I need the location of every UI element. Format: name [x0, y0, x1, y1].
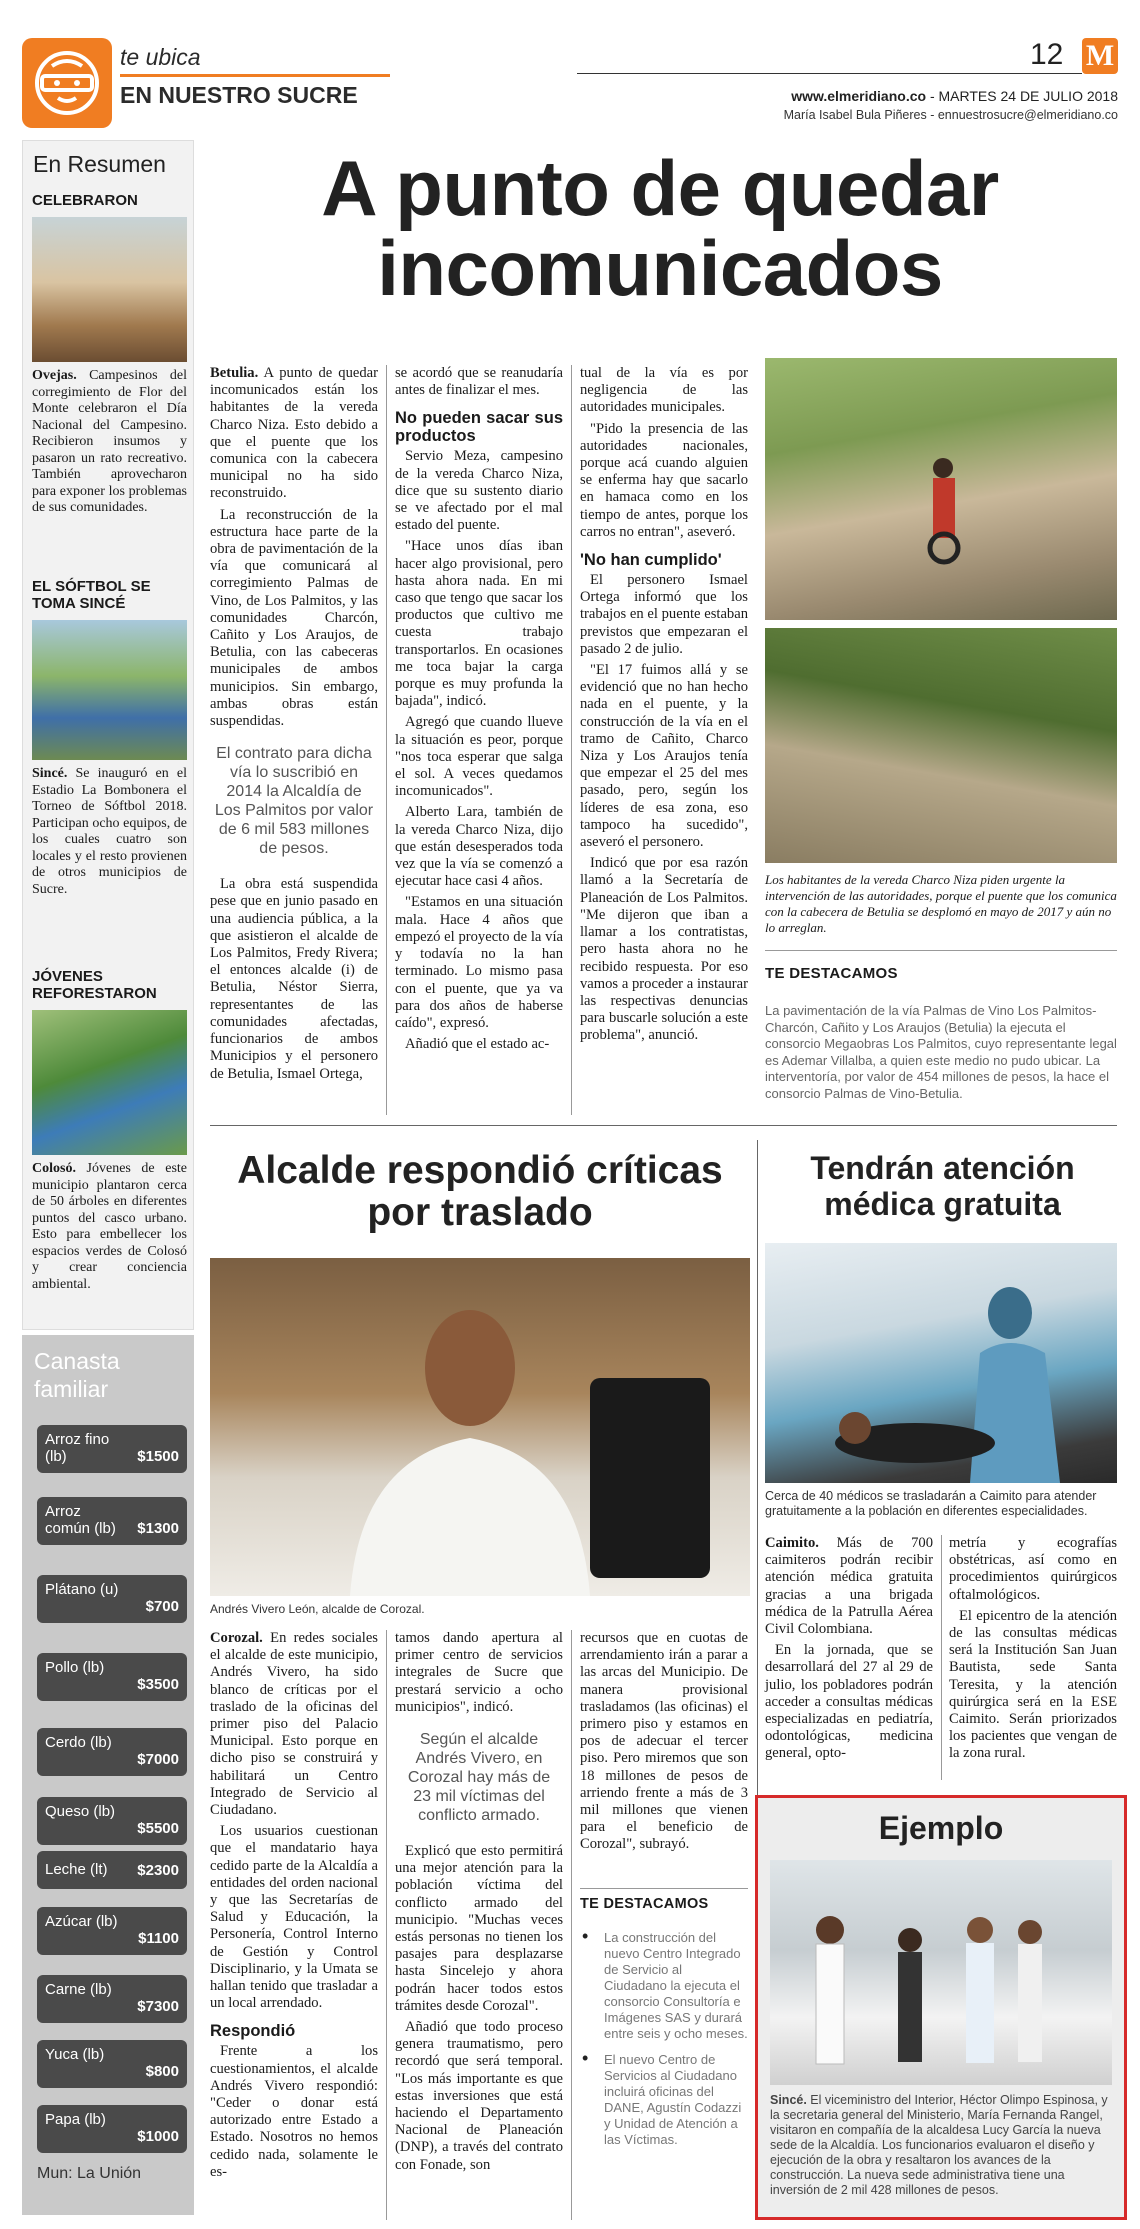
- resumen-item-2: [32, 578, 187, 898]
- canasta-title: Canasta familiar: [34, 1348, 120, 1402]
- ejemplo-place: Sincé.: [770, 2093, 807, 2107]
- medica-col-2: [949, 1535, 1117, 1767]
- main-para: "Estamos en una situación mala. Hace 4 años que empezó el proyecto de la vía y todavía no la han terminado. Lo mismo pasa con el puente, que ya va para dos años de haberse caído", expresó.: [395, 894, 563, 1031]
- bridge-photo-caption: Los habitantes de la vereda Charco Niza piden urgente la intervención de las autoridades, porque el puente que los comunica con la cabecera de Betulia se desplomó en mayo de 2017 y aún no lo arreglan.: [765, 872, 1117, 935]
- price-row: [37, 1728, 187, 1776]
- resumen-place-2: Sincé.: [32, 766, 68, 781]
- main-para: se acordó que se reanudaría antes de finalizar el mes.: [395, 365, 563, 399]
- main-para: El personero Ismael Ortega informó que los trabajos en el puente estaban previstos que empezaran el pasado 2 de julio.: [580, 572, 748, 657]
- price-value: $7300: [137, 1998, 179, 2015]
- price-row: [37, 1425, 187, 1473]
- main-para: La obra está suspendida pese que en junio pasado en una audiencia pública, a la que asistieron el alcalde de Los Palmitos, Fredy Rivera; el entonces alcalde (i) de Betulia, Néstor Sierra, representantes de las comunidades afectadas, funcionarios de ambos Municipios y el personero de Betulia, Ismael Ortega,: [210, 876, 378, 1082]
- resumen-head-1: CELEBRARON: [32, 192, 138, 209]
- price-row: [37, 1797, 187, 1845]
- alcalde-headline: Alcalde respondió críticas por traslado: [237, 1149, 723, 1234]
- alcalde-pull-quote: Según el alcalde Andrés Vivero, en Corozal hay más de 23 mil víctimas del conflicto armado.: [407, 1731, 551, 1825]
- main-lead-text: A punto de quedar incomunicados están los habitantes de la vereda Charco Niza. Esto debido a que el puente que los comunica con la cabecera municipal no ha sido reconstruido.: [210, 365, 378, 502]
- alcalde-para: Añadió que todo proceso genera traumatismo, pero recordó que será temporal. "Los más importante es que estas inversiones que está haciendo el Departamento Nacional de Planeación (DNP), a través del contrato con Fonade, son: [395, 2019, 563, 2173]
- ejemplo-photo: [770, 1860, 1112, 2085]
- main-subhead-2: 'No han cumplido': [580, 551, 722, 570]
- alcalde-col-3: [580, 1630, 748, 1858]
- resumen-body-1: Campesinos del corregimiento de Flor del Monte celebraron el Día Nacional del Campesino. Recibieron insumos y pasaron un rato recreativo. También aprovecharon para exponer los problemas de sus comunidades.: [32, 368, 187, 515]
- section-badge: [22, 38, 112, 128]
- main-col-1: [210, 365, 378, 1087]
- medica-headline: Tendrán atención médica gratuita: [810, 1150, 1075, 1222]
- ejemplo-body: El viceministro del Interior, Héctor Olimpo Espinosa, y la secretaria general del Ministerio, María Fernanda Rangel, visitaron en compañía de la alcaldesa Lucy García la nueva sede de la Alcaldía. Los funcionarios evaluaron el diseño y ejecución de la obra y resaltaron los avances de la construcción. La nueva sede administrativa tiene una inversión de 2 mil 428 millones de pesos.: [770, 2093, 1108, 2197]
- main-lead-place: Betulia.: [210, 365, 259, 381]
- resumen-photo-1: [32, 217, 187, 362]
- mayor-photo: [210, 1258, 750, 1596]
- medica-para: El epicentro de la atención de las consultas médicas será la Institución San Juan Bautista, sede Santa Teresita, y la atención quirúrgica será en la ESE Caimito. Serán priorizados los pacientes que vengan de la zona rural.: [949, 1607, 1117, 1762]
- bridge-photo-2: [765, 628, 1117, 863]
- destacamos-bullet: • La construcción del nuevo Centro Integrado de Servicio al Ciudadano la ejecuta el consorcio Consultoría e Imágenes SAS y durará entre seis y ocho meses.: [580, 1930, 748, 2042]
- column-rule: [571, 365, 572, 1115]
- main-subhead-1: No pueden sacar sus productos: [395, 409, 563, 446]
- resumen-text-3: [32, 1161, 187, 1293]
- main-col-2: [395, 365, 563, 1057]
- main-pull-quote: El contrato para dicha vía lo suscribió en 2014 la Alcaldía de Los Palmitos por valor de 6 mil 583 millones de pesos.: [214, 745, 374, 858]
- price-value: $1500: [137, 1448, 179, 1465]
- medica-place: Caimito.: [765, 1535, 819, 1551]
- alcalde-para: Los usuarios cuestionan que el mandatario haya cedido parte de la Alcaldía a entidades del orden nacional y que las Secretarías de Salud y Educación, la Personería, Control Interno de Gestión y Control Disciplinario, y la Umata se hallan tenido que trasladar a un local arrendado.: [210, 1823, 378, 2012]
- medica-para: metría y ecografías obstétricas, así como en procedimientos quirúrgicos oftalmológicos.: [949, 1535, 1117, 1603]
- price-label: Papa (lb): [45, 2111, 106, 2128]
- price-label: Arroz fino (lb): [45, 1431, 110, 1465]
- mayor-photo-caption: Andrés Vivero León, alcalde de Corozal.: [210, 1602, 425, 1616]
- price-label: Arroz común (lb): [45, 1503, 116, 1537]
- column-rule: [386, 365, 387, 1115]
- price-row: [37, 1497, 187, 1545]
- medica-lead-text: Más de 700 caimiteros podrán recibir atención médica gratuita gracias a una brigada médica de la Patrulla Aérea Civil Colombiana.: [765, 1535, 933, 1638]
- medical-photo-caption: Cerca de 40 médicos se trasladarán a Caimito para atender gratuitamente a la población en diferentes especialidades.: [765, 1489, 1097, 1518]
- column-rule: [571, 1630, 572, 2220]
- ejemplo-box: [755, 1795, 1127, 2220]
- location-face-icon: [22, 38, 112, 128]
- alcalde-para: recursos que en cuotas de arrendamiento irán a parar a las arcas del Municipio. De manera provisional trasladamos (las oficinas) el primero piso y estamos en pos de adecuar el tercer piso. Pero miremos que son 18 millones de pesos de arriendo frente a más de 3 mil millones que vienen para el beneficio de Corozal", subrayó.: [580, 1630, 748, 1853]
- motorcycle-icon: [765, 358, 1117, 620]
- price-value: $1300: [137, 1520, 179, 1537]
- main-para: Agregó que cuando llueve la situación es peor, porque "nos toca esperar que salga el sol. A veces quedamos incomunicados".: [395, 714, 563, 800]
- alcalde-col-1: [210, 1630, 378, 2185]
- resumen-head-3: JÓVENES REFORESTARON: [32, 968, 157, 1002]
- alcalde-lead-text: En redes sociales el alcalde de este municipio, Andrés Vivero, ha sido blanco de críticas por el traslado de la oficinas del primer piso del Palacio Municipal. Esto porque en dicho piso se construirá y habilitará un Centro Integrado de Servicio al Ciudadano.: [210, 1630, 378, 1819]
- resumen-text-2: [32, 766, 187, 898]
- price-label: Leche (lt): [45, 1861, 108, 1878]
- logo-letter: M: [1085, 39, 1115, 72]
- alcalde-subhead: Respondió: [210, 2022, 296, 2041]
- main-para: tual de la vía es por negligencia de las autoridades municipales.: [580, 365, 748, 416]
- resumen-item-1: [32, 192, 187, 517]
- price-value: $5500: [137, 1820, 179, 1837]
- page-number: 12: [1030, 38, 1064, 71]
- bridge-photo-1: [765, 358, 1117, 620]
- section-label-bottom: EN NUESTRO SUCRE: [120, 82, 358, 108]
- resumen-text-1: [32, 368, 187, 517]
- resumen-body-2: Se inauguró en el Estadio La Bombonera el Torneo de Sóftbol 2018. Participan ocho equipos, de los cuales cuatro son locales y el resto provienen de otros municipios de Sucre.: [32, 766, 187, 897]
- canasta-municipality: Mun: La Unión: [37, 2165, 142, 2182]
- section-underline: [120, 74, 390, 77]
- price-row: [37, 1653, 187, 1701]
- main-para: Servio Meza, campesino de la vereda Charco Niza, dice que su sustento diario se ve afectado por el mal estado del puente.: [395, 448, 563, 534]
- price-label: Pollo (lb): [45, 1659, 105, 1676]
- main-para: Alberto Lara, también de la vereda Charco Niza, dijo que están desesperados toda vez que la vía se comenzó a ejecutar hace casi 4 años.: [395, 804, 563, 890]
- section-rule: [765, 950, 1117, 951]
- main-destacamos-text: La pavimentación de la vía Palmas de Vino Los Palmitos- Charcón, Cañito y Los Araujos (Betulia) la ejecuta el consorcio Megaobras Los Palmitos, cuyo representante legal es Ademar Villalba, a quien este medio no pudo ubicar. La interventoría, por valor de 454 millones de pesos, la hace el consorcio Palmas de Vino-Betulia.: [765, 1003, 1117, 1101]
- price-value: $1000: [137, 2128, 179, 2145]
- main-lead: [210, 365, 378, 503]
- price-label: Azúcar (lb): [45, 1913, 118, 1930]
- medica-para: En la jornada, que se desarrollará del 27 al 29 de julio, los pobladores podrán acceder a consultas médicas especializadas en pediatría, odontológicas, medicina general, opto-: [765, 1642, 933, 1762]
- medica-lead: [765, 1535, 933, 1638]
- main-para: "Hace unos días iban hacer algo provisional, pero hasta ahora nada. En mi caso que tengo que sacar los productos que cultivo me cuesta trabajo transportarlos. En ocasiones me toca bajar la carga porque es muy profunda la bajada", indicó.: [395, 538, 563, 710]
- resumen-item-3: [32, 968, 187, 1293]
- price-label: Cerdo (lb): [45, 1734, 112, 1751]
- logo-badge: [1082, 38, 1118, 74]
- section-rule: [210, 1125, 1117, 1126]
- price-label: Carne (lb): [45, 1981, 112, 1998]
- medical-photo: [765, 1243, 1117, 1483]
- main-headline: A punto de quedar incomunicados: [321, 144, 999, 312]
- main-destacamos-title: TE DESTACAMOS: [765, 965, 898, 982]
- price-row: [37, 1907, 187, 1955]
- issue-date: - MARTES 24 DE JULIO 2018: [926, 88, 1118, 104]
- resumen-body-3: Jóvenes de este municipio plantaron cerca de 50 árboles en diferentes puntos del casco urbano. Esto para embellecer los espacios verdes de Colosó y crear conciencia ambiental.: [32, 1161, 187, 1292]
- price-value: $2300: [137, 1862, 179, 1879]
- resumen-place-3: Colosó.: [32, 1161, 76, 1176]
- officials-group-icon: [770, 1860, 1112, 2085]
- main-para: "El 17 fuimos allá y se evidenció que no han hecho nada en el puente, y la construcción de la vía en el tramo de Cañito, Charco Niza y Los Araujos tenía que empezar el 25 del mes pasado, pero, según los líderes de esa zona, eso tampoco ha sucedido", aseveró el personero.: [580, 662, 748, 851]
- resumen-photo-3: [32, 1010, 187, 1155]
- price-value: $700: [145, 1598, 179, 1615]
- price-row: [37, 2105, 187, 2153]
- doctor-patient-icon: [765, 1243, 1117, 1483]
- price-row: [37, 1575, 187, 1623]
- site-date-line: [791, 88, 1118, 104]
- destacamos-bullet: • El nuevo Centro de Servicios al Ciudadano incluirá oficinas del DANE, Agustín Codazzi y Unidad de Atención a las Víctimas.: [580, 2052, 748, 2148]
- alcalde-place: Corozal.: [210, 1630, 263, 1646]
- ejemplo-title: Ejemplo: [878, 1810, 1004, 1846]
- price-value: $1100: [138, 1930, 179, 1947]
- header-rule: [577, 73, 1082, 74]
- price-label: Queso (lb): [45, 1803, 116, 1820]
- price-value: $3500: [137, 1676, 179, 1693]
- main-para: Añadió que el estado ac-: [405, 1036, 550, 1053]
- editor-line: María Isabel Bula Piñeres - ennuestrosucre@elmeridiano.co: [783, 108, 1118, 122]
- alcalde-destacamos-list: [580, 1930, 748, 2158]
- section-label-top: te ubica: [120, 44, 201, 70]
- price-label: Plátano (u): [45, 1581, 119, 1598]
- alcalde-para: Explicó que esto permitirá una mejor atención para la población víctima del conflicto armado del municipio. "Muchas veces estás personas no tienen los pasajes para desplazarse hasta Sincelejo y ahora podrán hacer todos estos trámites desde Corozal".: [395, 1843, 563, 2014]
- price-value: $7000: [137, 1751, 179, 1768]
- resumen-photo-2: [32, 620, 187, 760]
- resumen-title: En Resumen: [33, 151, 166, 177]
- person-silhouette-icon: [210, 1258, 750, 1596]
- column-rule: [941, 1535, 942, 1780]
- alcalde-lead: [210, 1630, 378, 1819]
- main-para: Indicó que por esa razón llamó a la Secretaría de Planeación de Los Palmitos. "Me dijeron que iban a llamar a los contratistas, pero hasta ahora no he recibido respuesta. Por eso vamos a proceder a instaurar las respectivas denuncias para buscarle solución a este problema", anunció.: [580, 855, 748, 1044]
- medica-col-1: [765, 1535, 933, 1767]
- main-col-3: [580, 365, 748, 1049]
- alcalde-para: tamos dando apertura al primer centro de servicios integrales de Sucre que prestará servicio a ocho municipios", indicó.: [395, 1630, 563, 1715]
- price-value: $800: [145, 2063, 179, 2080]
- resumen-head-2: EL SÓFTBOL SE TOMA SINCÉ: [32, 578, 151, 612]
- price-label: Yuca (lb): [45, 2046, 105, 2063]
- alcalde-col-2: [395, 1630, 563, 2178]
- alcalde-para: Frente a los cuestionamientos, el alcalde Andrés Vivero respondió: "Ceder o donar está autorizado entre Estado a Estado. Nosotros no hemos cedido nada, solamente le es-: [210, 2043, 378, 2180]
- alcalde-destacamos-title: TE DESTACAMOS: [580, 1896, 709, 1912]
- price-row: [37, 1851, 187, 1889]
- ejemplo-text: [770, 2093, 1115, 2198]
- price-row: [37, 1975, 187, 2023]
- main-para: La reconstrucción de la estructura hace parte de la obra de pavimentación de la vía que comunicará al corregimiento Palmas de Vino, de Los Palmitos, y las comunidades Charcón, Cañito y Los Araujos, de Betulia, con las cabeceras municipales de ambos municipios. Sin embargo, ambas obras están suspendidas.: [210, 506, 378, 730]
- site-link[interactable]: www.elmeridiano.co: [791, 88, 927, 104]
- main-para: "Pido la presencia de las autoridades nacionales, porque acá cuando alguien se enferma hay que sacarlo en hamaca como en los tiempo de antes, porque los carros no entran", aseveró.: [580, 420, 748, 540]
- resumen-place-1: Ovejas.: [32, 368, 77, 383]
- price-row: [37, 2040, 187, 2088]
- section-rule: [580, 1888, 748, 1889]
- column-rule: [386, 1630, 387, 2220]
